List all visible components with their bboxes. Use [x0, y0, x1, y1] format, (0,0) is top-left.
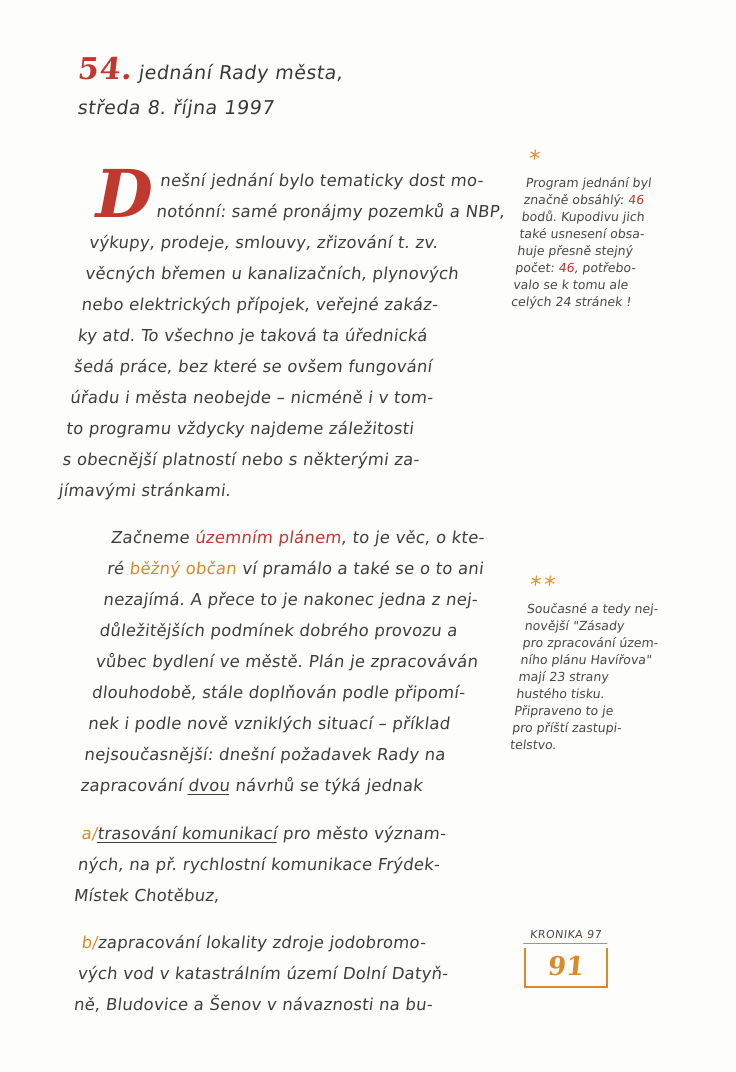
note-line: hustého tisku.	[515, 686, 606, 701]
text-line: nejsoučasnější: dnešní požadavek Rady na	[83, 745, 447, 764]
text-line: věcných břemen u kanalizačních, plynových	[84, 263, 461, 283]
page-number-box	[524, 948, 608, 988]
list-marker-a: a/	[80, 823, 100, 843]
note-line: celých 24 stránek !	[510, 294, 633, 309]
text-line: dlouhodobě, stále doplňován podle připomí-	[91, 683, 467, 702]
text-line: důležitějších podmínek dobrého provozu a	[98, 621, 459, 640]
note-line: ního plánu Havířova"	[519, 652, 653, 667]
text-fragment: pro město význam-	[276, 823, 448, 843]
note-line: huje přesně stejný	[516, 243, 634, 258]
note-line: Současné a tedy nej-	[526, 601, 660, 616]
heading-date: středa 8. října 1997	[76, 97, 277, 119]
text-line: ky atd. To všechno je taková ta úřednická	[76, 325, 429, 345]
page-number: 91	[546, 952, 586, 982]
note-line: valo se k tomu ale	[512, 277, 630, 292]
note-number: 46	[627, 192, 646, 207]
meeting-number: 54.	[76, 52, 136, 87]
text-fragment: značně obsáhlý:	[522, 192, 630, 207]
text-line-with-marker	[80, 818, 519, 849]
note-line-with-number	[514, 259, 684, 276]
paragraph-2	[61, 522, 530, 801]
text-line: nebo elektrických přípojek, veřejné zakáz-	[80, 294, 440, 314]
note-line-with-number	[523, 191, 693, 208]
text-line: nezajímá. A přece to je nakonec jedna z nej-	[102, 590, 480, 609]
text-line: jímavými stránkami.	[57, 480, 233, 500]
text-line: ně, Bludovice a Šenov v návaznosti na bu-	[73, 995, 435, 1014]
text-line: Místek Chotěbuz,	[73, 885, 221, 905]
text-line: nek i podle nově vzniklých situací – příklad	[87, 714, 452, 733]
text-fragment: Začneme	[110, 528, 197, 547]
text-line-with-highlight	[91, 522, 530, 553]
note-line: bodů. Kupodivu jich	[520, 209, 646, 224]
paragraph-1	[57, 154, 534, 506]
asterisk-icon: *	[527, 147, 545, 172]
text-line: ných, na př. rychlostní komunikace Frýdek-	[76, 854, 442, 874]
note-line: pro příští zastupi-	[511, 720, 623, 735]
text-line: šedá práce, bez které se ovšem fungování	[73, 356, 434, 376]
heading-title: jednání Rady města,	[137, 62, 346, 84]
note-line: také usnesení obsa-	[518, 226, 646, 241]
margin-note-2	[509, 573, 698, 753]
highlight-uzemni-plan: územním plánem	[194, 528, 343, 547]
list-item-b	[72, 927, 518, 1020]
text-fragment: počet:	[514, 260, 560, 275]
text-line: výkupy, prodeje, smlouvy, zřizování t. zv.	[88, 232, 440, 252]
highlight-bezny-obcan: běžný občan	[128, 559, 239, 578]
list-marker-b: b/	[80, 933, 100, 952]
page-heading	[78, 52, 498, 119]
drop-cap: D	[87, 154, 161, 233]
text-line: to programu vždycky najdeme záležitosti	[65, 418, 416, 438]
text-fragment: zapracování	[79, 776, 190, 795]
text-line: úřadu i města neobejde – nicméně i v tom-	[69, 387, 435, 407]
text-fragment: ví pramálo a také se o to ani	[235, 559, 486, 578]
text-line: vých vod v katastrálním území Dolní Datyň-	[76, 964, 450, 983]
text-line-with-highlight	[88, 553, 527, 584]
note-line: Připraveno to je	[513, 703, 615, 718]
heading-line-1	[78, 52, 498, 87]
text-fragment: ré	[106, 559, 132, 578]
margin-note-1	[510, 147, 697, 310]
footer-label: KRONIKA 97	[523, 928, 609, 944]
text-line-with-underline	[61, 770, 500, 801]
note-number: 46	[557, 260, 576, 275]
main-text-column	[57, 148, 513, 1037]
note-line: pro zpracování územ-	[521, 635, 660, 650]
note-line: Program jednání byl	[525, 175, 653, 190]
underlined-phrase-trasovani: trasování komunikací	[96, 823, 279, 843]
page-footer-stamp	[524, 928, 608, 988]
text-line: s obecnější platností nebo s některými za-	[61, 449, 421, 469]
text-line: nešní jednání bylo tematicky dost mo-	[159, 170, 485, 190]
text-fragment: zapracování lokality zdroje jodobromo-	[97, 933, 428, 952]
note-line: mají 23 strany	[517, 669, 610, 684]
text-line-with-marker	[80, 927, 519, 958]
double-asterisk-icon: **	[528, 573, 560, 598]
underlined-word-dvou: dvou	[187, 776, 232, 795]
text-fragment: návrhů se týká jednak	[229, 776, 425, 795]
text-line: notónní: samé pronájmy pozemků a NBP,	[155, 201, 507, 221]
text-line: vůbec bydlení ve městě. Plán je zpracováván	[94, 652, 480, 671]
text-fragment: , to je věc, o kte-	[340, 528, 486, 547]
note-line: novější "Zásady	[523, 618, 626, 633]
list-item-a	[72, 818, 518, 911]
note-line: telstvo.	[509, 737, 558, 752]
text-fragment: , potřebo-	[573, 260, 637, 275]
